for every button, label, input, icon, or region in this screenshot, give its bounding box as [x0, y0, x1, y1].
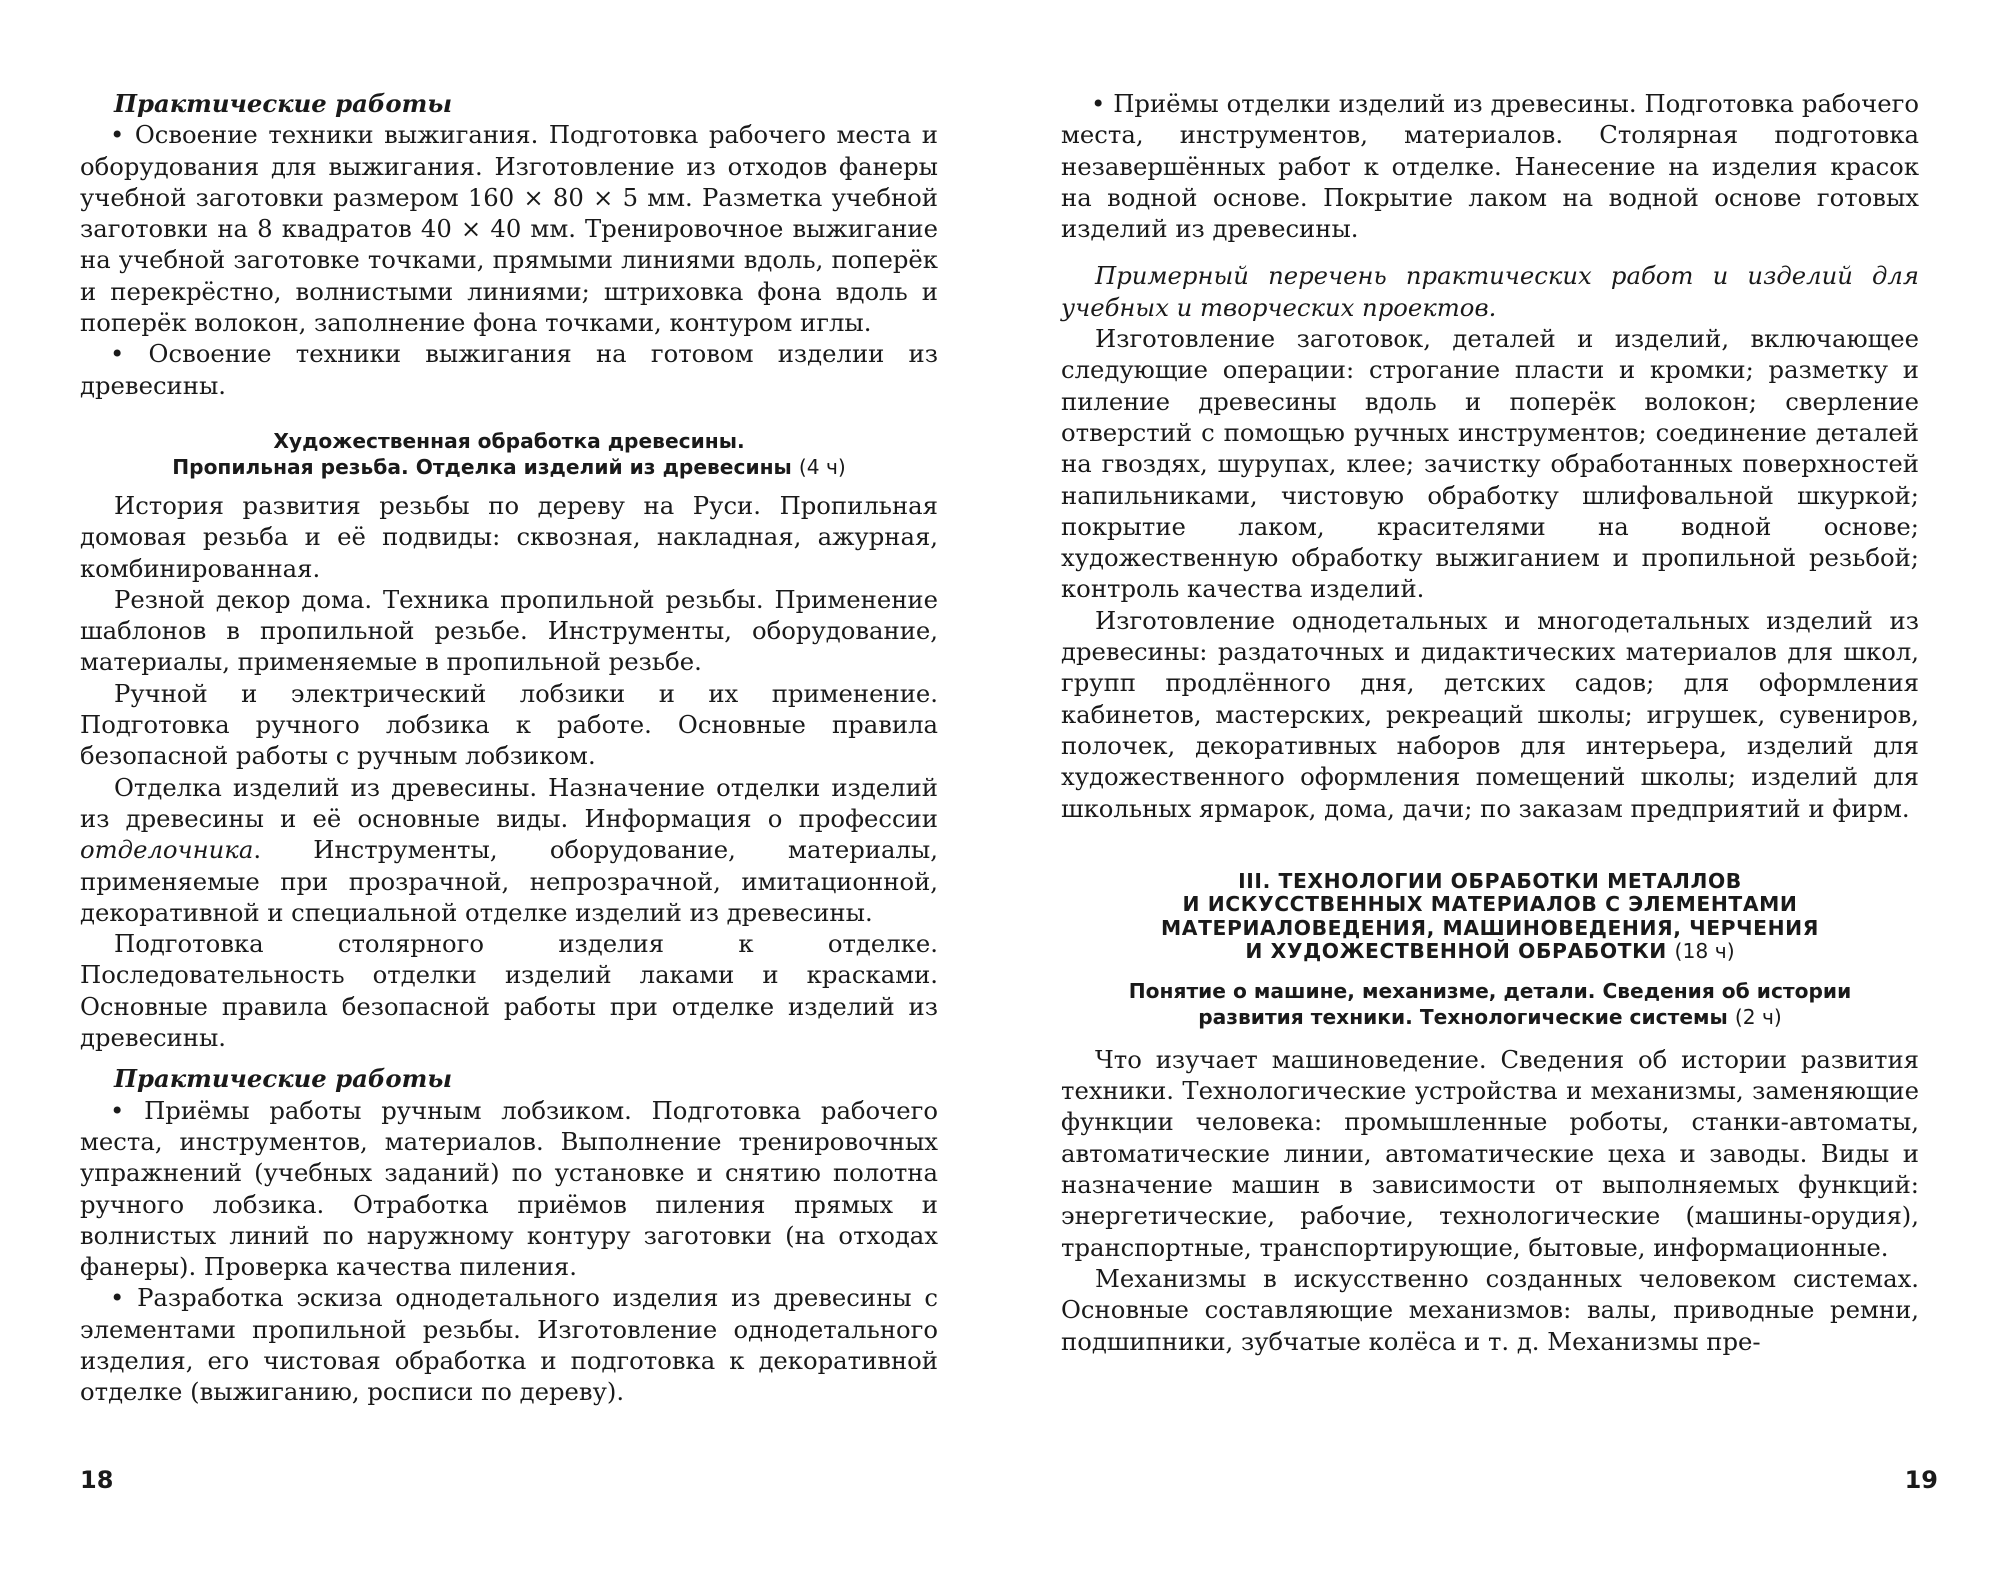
- paragraph-jigsaws: Ручной и электрический лобзики и их применение. Подготовка ручного лобзика к работе. Основные правила безопасной работы с ручным лобзиком.: [80, 678, 938, 771]
- chapter-title-line-2: И ИСКУССТВЕННЫХ МАТЕРИАЛОВ С ЭЛЕМЕНТАМИ: [1182, 892, 1798, 917]
- section-hours: (4 ч): [798, 454, 846, 479]
- paragraph-products: Изготовление однодетальных и многодетальных изделий из древесины: раздаточных и дидактических материалов для школ, групп продлённого дня, детских садов; для оформления кабинетов, мастерских, рекреаций школы; игрушек, сувениров, полочек, декоративных наборов для интерьера, изделий для художественного оформления помещений школы; изделий для школьных ярмарок, дома, дачи; по заказам предприятий и фирм.: [1061, 605, 1919, 823]
- page-number-right: 19: [1904, 1466, 1938, 1494]
- subsection-title-line-2: развития техники. Технологические системы: [1198, 1004, 1728, 1029]
- subsection-title-machines: [1061, 978, 1919, 1030]
- practical-work-bullet-1: • Освоение техники выжигания. Подготовка рабочего места и оборудования для выжигания. Изготовление из отходов фанеры учебной заготовки размером 160 × 80 × 5 мм. Разметка учебной заготовки на 8 квадратов 40 × 40 мм. Тренировочное выжигание на учебной заготовке точками, прямыми линиями вдоль, поперёк и перекрёстно, волнистыми линиями; штриховка фона вдоль и поперёк волокон, заполнение фона точками, контуром иглы.: [80, 120, 938, 338]
- right-page-text-column: [1061, 88, 1919, 1357]
- paragraph-carving-history: История развития резьбы по дереву на Руси. Пропильная домовая резьба и её подвиды: сквозная, накладная, ажурная, комбинированная.: [80, 490, 938, 583]
- practical-work-heading-1: Практические работы: [114, 89, 453, 118]
- practical-work-bullet-3: • Приёмы работы ручным лобзиком. Подготовка рабочего места, инструментов, материалов. Выполнение тренировочных упражнений (учебных заданий) по установке и снятию полотна ручного лобзика. Отработка приёмов пиления прямых и волнистых линий по наружному контуру заготовки (на отходах фанеры). Проверка качества пиления.: [80, 1095, 938, 1282]
- chapter-title: [1061, 870, 1919, 964]
- paragraph-finishing: [80, 772, 938, 928]
- chapter-title-line-1: III. ТЕХНОЛОГИИ ОБРАБОТКИ МЕТАЛЛОВ: [1238, 868, 1742, 893]
- paragraph-mechanisms: Механизмы в искусственно созданных человеком системах. Основные составляющие механизмов: валы, приводные ремни, подшипники, зубчатые колёса и т. д. Механизмы пре-: [1061, 1263, 1919, 1356]
- project-list-heading: [1061, 260, 1919, 323]
- section-title-line-1: Художественная обработка древесины.: [273, 428, 745, 453]
- subsection-title-line-1: Понятие о машине, механизме, детали. Сведения об истории: [1128, 978, 1852, 1003]
- finishing-practice-bullet: • Приёмы отделки изделий из древесины. Подготовка рабочего места, инструментов, материалов. Столярная подготовка незавершённых работ к отделке. Нанесение на изделия красок на водной основе. Покрытие лаком на водной основе готовых изделий из древесины.: [1061, 89, 1919, 244]
- practical-work-bullet-4: • Разработка эскиза однодетального изделия из древесины с элементами пропильной резьбы. Изготовление однодетального изделия, его чистовая обработка и подготовка к декоративной отделке (выжиганию, росписи по дереву).: [80, 1283, 938, 1407]
- right-page: [1000, 0, 2000, 1581]
- left-page-text-column: [80, 88, 938, 1408]
- paragraph-operations: Изготовление заготовок, деталей и изделий, включающее следующие операции: строгание пласти и кромки; разметку и пиление древесины вдоль и поперёк волокон; сверление отверстий с помощью ручных инструментов; соединение деталей на гвоздях, шурупах, клее; зачистку обработанных поверхностей напильниками, чистовую обработку шлифовальной шкуркой; покрытие лаком, красителями на водной основе; художественную обработку выжиганием и пропильной резьбой; контроль качества изделий.: [1061, 324, 1919, 604]
- section-title-line-2: Пропильная резьба. Отделка изделий из древесины: [172, 454, 792, 479]
- subsection-hours: (2 ч): [1734, 1004, 1782, 1029]
- finishing-profession-term: отделочника: [80, 835, 254, 865]
- finishing-text-before: Отделка изделий из древесины. Назначение отделки изделий из древесины и её основные виды. Информация о профессии: [80, 772, 938, 833]
- project-list-heading-text: Примерный перечень практических работ и изделий для учебных и творческих проектов.: [1061, 261, 1919, 322]
- paragraph-preparation: Подготовка столярного изделия к отделке. Последовательность отделки изделий лаками и красками. Основные правила безопасной работы при отделке изделий из древесины.: [80, 929, 938, 1053]
- section-title-wood-art: [80, 428, 938, 480]
- chapter-hours: (18 ч): [1674, 939, 1735, 964]
- paragraph-carved-decor: Резной декор дома. Техника пропильной резьбы. Применение шаблонов в пропильной резьбе. Инструменты, оборудование, материалы, применяемые в пропильной резьбе.: [80, 584, 938, 677]
- page-number-left: 18: [80, 1466, 114, 1494]
- practical-work-bullet-2: • Освоение техники выжигания на готовом изделии из древесины.: [80, 339, 938, 400]
- paragraph-machine-science: Что изучает машиноведение. Сведения об истории развития техники. Технологические устройства и механизмы, заменяющие функции человека: промышленные роботы, станки-автоматы, автоматические линии, автоматические цеха и заводы. Виды и назначение машин в зависимости от выполняемых функций: энергетические, рабочие, технологические (машины-орудия), транспортные, транспортирующие, бытовые, информационные.: [1061, 1044, 1919, 1262]
- chapter-title-line-4: И ХУДОЖЕСТВЕННОЙ ОБРАБОТКИ: [1245, 939, 1667, 964]
- finishing-text-after: . Инструменты, оборудование, материалы, применяемые при прозрачной, непрозрачной, имитационной, декоративной и специальной отделке изделий из древесины.: [80, 835, 938, 927]
- chapter-title-line-3: МАТЕРИАЛОВЕДЕНИЯ, МАШИНОВЕДЕНИЯ, ЧЕРЧЕНИЯ: [1161, 915, 1819, 940]
- practical-work-heading-2: Практические работы: [114, 1064, 453, 1094]
